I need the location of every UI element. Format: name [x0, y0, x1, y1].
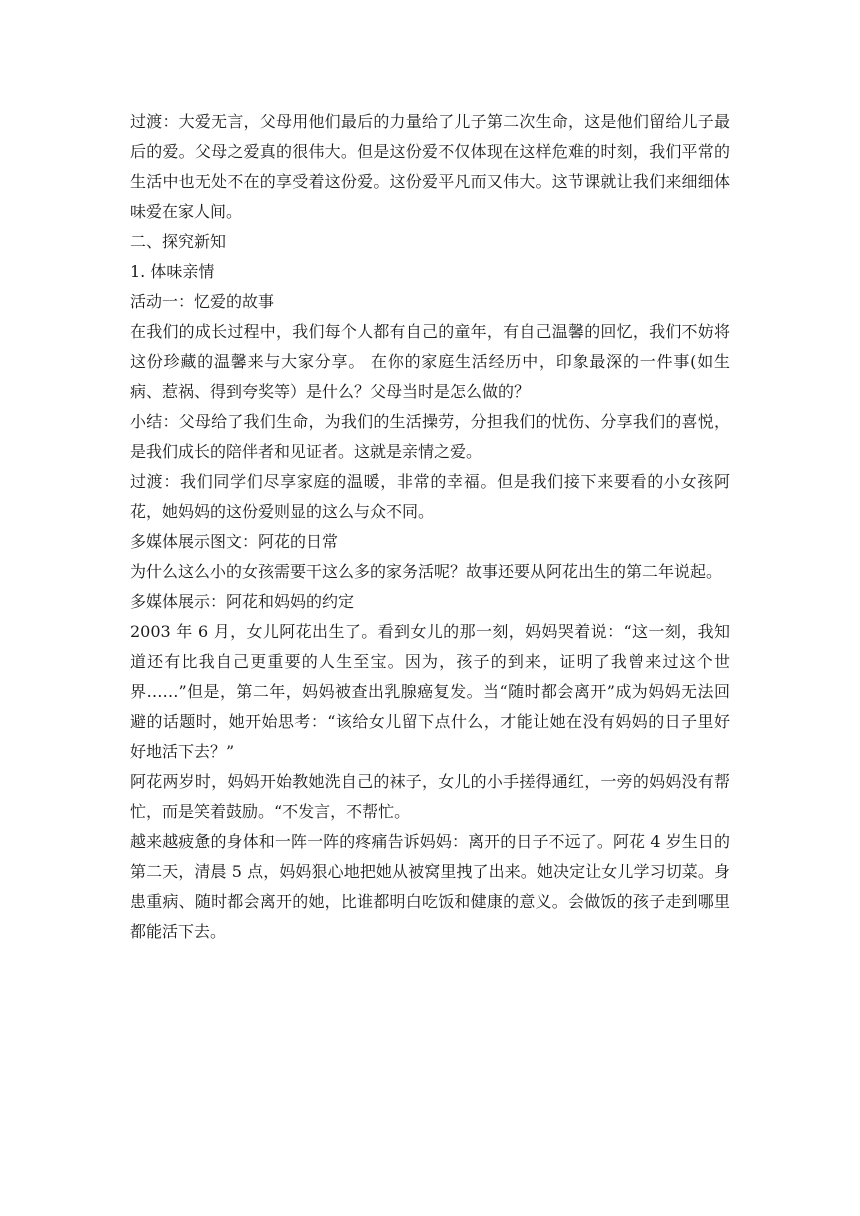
story-paragraph-2: 阿花两岁时，妈妈开始教她洗自己的袜子，女儿的小手搓得通红，一旁的妈妈没有帮忙，而是笑着鼓励。“不发言，不帮忙。	[130, 772, 730, 821]
multimedia-heading-2: 多媒体展示：阿花和妈妈的约定	[130, 592, 355, 611]
multimedia-heading-1: 多媒体展示图文：阿花的日常	[130, 532, 339, 551]
activity-heading: 活动一：忆爱的故事	[130, 292, 275, 311]
subsection-heading-family-love: 1. 体味亲情	[130, 262, 215, 281]
section-heading-explore: 二、探究新知	[130, 232, 227, 251]
summary-paragraph: 小结：父母给了我们生命，为我们的生活操劳，分担我们的忧伤、分享我们的喜悦，是我们成长的陪伴者和见证者。这就是亲情之爱。	[130, 412, 730, 461]
story-paragraph-1: 2003 年 6 月，女儿阿花出生了。看到女儿的那一刻，妈妈哭着说：“这一刻，我知道还有比我自己更重要的人生至宝。因为，孩子的到来，证明了我曾来过这个世界……”但是，第二年，妈妈被查出乳腺癌复发。当“随时都会离开”成为妈妈无法回避的话题时，她开始思考：“该给女儿留下点什么，才能让她在没有妈妈的日子里好好地活下去？”	[130, 622, 730, 761]
transition-paragraph-2: 过渡：我们同学们尽享家庭的温暖，非常的幸福。但是我们接下来要看的小女孩阿花，她妈妈的这份爱则显的这么与众不同。	[130, 472, 730, 521]
story-paragraph-3: 越来越疲惫的身体和一阵一阵的疼痛告诉妈妈：离开的日子不远了。阿花 4 岁生日的第二天，清晨 5 点，妈妈狠心地把她从被窝里拽了出来。她决定让女儿学习切菜。身患重病、随时都会离开的她，比谁都明白吃饭和健康的意义。会做饭的孩子走到哪里都能活下去。	[130, 832, 730, 941]
transition-paragraph-1: 过渡：大爱无言，父母用他们最后的力量给了儿子第二次生命，这是他们留给儿子最后的爱。父母之爱真的很伟大。但是这份爱不仅体现在这样危难的时刻，我们平常的生活中也无处不在的享受着这份爱。这份爱平凡而又伟大。这节课就让我们来细细体味爱在家人间。	[130, 112, 730, 221]
document-page	[130, 107, 730, 947]
activity-paragraph: 在我们的成长过程中，我们每个人都有自己的童年，有自己温馨的回忆，我们不妨将这份珍藏的温馨来与大家分享。 在你的家庭生活经历中，印象最深的一件事(如生病、惹祸、得到夸奖等）是什么？父母当时是怎么做的？	[130, 322, 730, 401]
question-paragraph: 为什么这么小的女孩需要干这么多的家务活呢？故事还要从阿花出生的第二年说起。	[130, 562, 723, 581]
